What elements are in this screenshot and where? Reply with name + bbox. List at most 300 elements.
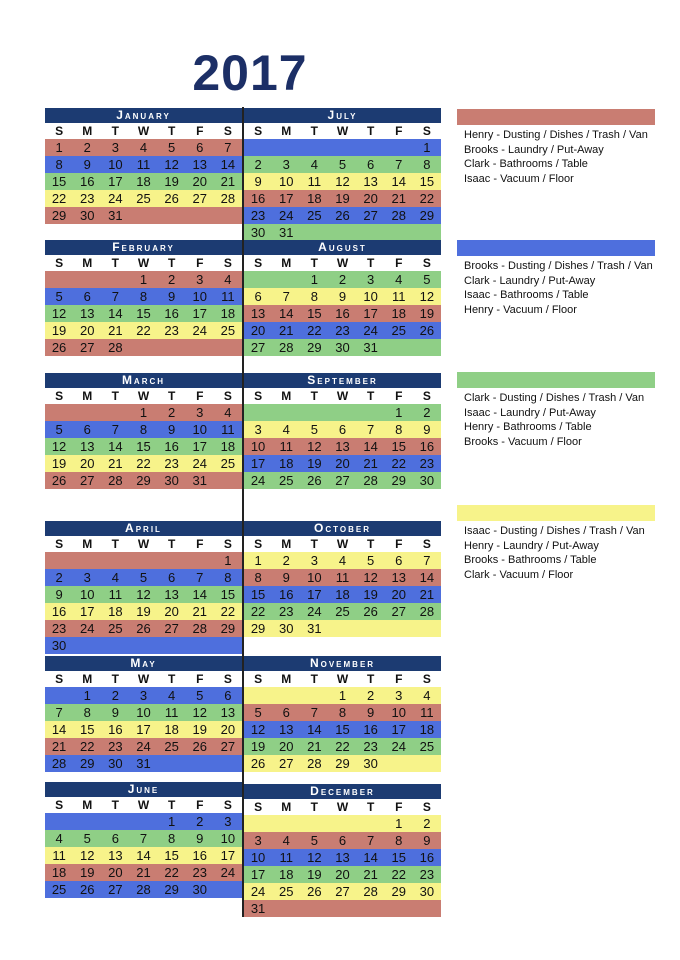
day-cell: 8: [338, 705, 347, 720]
day-cell: 24: [363, 323, 378, 338]
week-row: [244, 620, 441, 637]
day-cell: 8: [139, 422, 148, 437]
day-cell: 23: [419, 867, 435, 882]
day-cell: [357, 139, 385, 156]
day-cell: 26: [51, 340, 67, 355]
weekday-label: M: [82, 537, 93, 551]
day-cell: [413, 224, 441, 241]
day-cell: 7: [282, 289, 290, 304]
day-cell: 2: [196, 814, 204, 829]
day-cell: [328, 139, 356, 156]
day-cell: 7: [367, 833, 375, 848]
day-cell: 1: [310, 272, 318, 287]
week-row: [244, 455, 441, 472]
day-cell: 20: [391, 587, 406, 602]
day-cell: [186, 339, 214, 356]
day-cell: 30: [164, 473, 179, 488]
weekday-label: T: [111, 256, 120, 270]
day-cell: 12: [363, 570, 378, 585]
day-cell: 29: [250, 621, 266, 636]
day-cell: [272, 404, 300, 421]
day-cell: 24: [278, 208, 294, 223]
day-cell: [328, 900, 356, 917]
weekday-label: S: [55, 672, 64, 686]
day-cell: 19: [419, 306, 435, 321]
day-cell: 31: [108, 208, 123, 223]
weekday-header: [45, 797, 242, 813]
day-cell: [328, 815, 356, 832]
day-cell: 23: [419, 456, 435, 471]
day-cell: 26: [307, 884, 322, 899]
week-row: [45, 704, 242, 721]
day-cell: 6: [83, 422, 91, 437]
day-cell: 19: [79, 865, 95, 880]
day-cell: 25: [278, 473, 294, 488]
day-cell: 10: [136, 705, 151, 720]
day-cell: 24: [192, 323, 207, 338]
weekday-label: S: [422, 672, 431, 686]
day-cell: [158, 755, 186, 772]
day-cell: 13: [335, 850, 350, 865]
day-cell: 3: [367, 272, 375, 287]
day-cell: 13: [108, 848, 123, 863]
day-cell: 10: [108, 157, 123, 172]
legend-group-yellow: [457, 505, 655, 582]
day-cell: 8: [254, 570, 262, 585]
day-cell: 18: [278, 456, 294, 471]
chore-assignment: Brooks - Vacuum / Floor: [464, 435, 582, 448]
day-cell: 23: [250, 208, 266, 223]
day-cell: 29: [51, 208, 67, 223]
week-row: [45, 455, 242, 472]
day-cell: 25: [391, 323, 406, 338]
day-cell: 5: [310, 833, 318, 848]
day-cell: 14: [278, 306, 294, 321]
day-cell: 28: [307, 756, 322, 771]
day-cell: 6: [282, 705, 290, 720]
day-cell: 17: [108, 174, 123, 189]
day-cell: 8: [395, 833, 403, 848]
week-row: [244, 339, 441, 356]
day-cell: 13: [391, 570, 406, 585]
day-cell: 7: [111, 422, 119, 437]
day-cell: 14: [192, 587, 207, 602]
day-cell: 27: [391, 604, 406, 619]
day-cell: 29: [220, 621, 236, 636]
day-cell: [300, 687, 328, 704]
week-row: [45, 637, 242, 654]
day-cell: 23: [51, 621, 67, 636]
day-cell: [129, 207, 157, 224]
day-cell: 28: [363, 884, 378, 899]
day-cell: 9: [423, 422, 431, 437]
day-cell: 9: [423, 833, 431, 848]
weekday-label: T: [366, 800, 375, 814]
week-row: [45, 721, 242, 738]
day-cell: 27: [164, 621, 179, 636]
day-cell: [186, 552, 214, 569]
day-cell: [129, 339, 157, 356]
day-cell: 27: [335, 473, 350, 488]
day-cell: [244, 271, 272, 288]
week-row: [244, 832, 441, 849]
day-cell: 6: [367, 157, 375, 172]
day-cell: 15: [335, 722, 350, 737]
week-row: [244, 438, 441, 455]
day-cell: 4: [139, 140, 148, 155]
chore-assignment: Isaac - Dusting / Dishes / Trash / Van: [464, 525, 645, 537]
day-cell: 15: [250, 587, 266, 602]
day-cell: [214, 207, 242, 224]
chore-assignment: Brooks - Bathrooms / Table: [464, 554, 597, 567]
day-cell: 4: [310, 157, 318, 172]
day-cell: 6: [224, 688, 232, 703]
day-cell: 30: [419, 473, 435, 488]
day-cell: 25: [307, 208, 322, 223]
month-name: March: [45, 373, 242, 388]
day-cell: 17: [250, 867, 266, 882]
day-cell: 25: [220, 456, 236, 471]
weekday-label: T: [310, 389, 319, 403]
day-cell: 15: [136, 439, 151, 454]
day-cell: 7: [224, 140, 232, 155]
day-cell: 18: [335, 587, 350, 602]
day-cell: 19: [164, 174, 179, 189]
day-cell: [45, 687, 73, 704]
day-cell: 17: [192, 306, 207, 321]
weekday-label: W: [336, 256, 349, 270]
day-cell: 29: [335, 756, 350, 771]
day-cell: [385, 339, 413, 356]
day-cell: [158, 339, 186, 356]
weekday-label: W: [137, 798, 150, 812]
day-cell: 19: [363, 587, 378, 602]
month-name: November: [244, 656, 441, 671]
day-cell: [129, 637, 157, 654]
day-cell: 31: [250, 901, 266, 916]
day-cell: 20: [79, 456, 95, 471]
day-cell: 13: [250, 306, 266, 321]
weekday-label: T: [167, 672, 176, 686]
chore-assignment: Henry - Bathrooms / Table: [464, 421, 592, 434]
day-cell: [328, 224, 356, 241]
weekday-label: T: [310, 256, 319, 270]
week-row: [45, 156, 242, 173]
day-cell: [272, 815, 300, 832]
weekday-label: M: [82, 256, 93, 270]
day-cell: 27: [335, 884, 350, 899]
day-cell: 26: [250, 756, 266, 771]
day-cell: 28: [363, 473, 378, 488]
day-cell: [272, 900, 300, 917]
day-cell: 11: [164, 705, 179, 720]
chore-assignment: Isaac - Vacuum / Floor: [464, 172, 574, 185]
week-row: [45, 438, 242, 455]
weekday-label: M: [82, 389, 93, 403]
day-cell: 17: [278, 191, 294, 206]
day-cell: [357, 620, 385, 637]
chore-assignment: Henry - Vacuum / Floor: [464, 303, 577, 316]
day-cell: 11: [52, 848, 66, 863]
day-cell: 20: [220, 722, 236, 737]
day-cell: 30: [51, 638, 67, 653]
week-row: [244, 738, 441, 755]
day-cell: [357, 900, 385, 917]
weekday-label: M: [281, 124, 292, 138]
month-august: [244, 240, 441, 356]
day-cell: 21: [307, 739, 322, 754]
day-cell: 14: [391, 174, 406, 189]
day-cell: 9: [282, 570, 290, 585]
weekday-label: W: [336, 537, 349, 551]
day-cell: 13: [335, 439, 350, 454]
day-cell: 5: [310, 422, 318, 437]
day-cell: 28: [108, 473, 123, 488]
week-row: [244, 190, 441, 207]
day-cell: 24: [391, 739, 406, 754]
weekday-label: W: [336, 800, 349, 814]
weekday-label: S: [223, 537, 232, 551]
day-cell: 27: [79, 473, 95, 488]
day-cell: [244, 815, 272, 832]
day-cell: 16: [192, 848, 207, 863]
day-cell: 22: [164, 865, 179, 880]
day-cell: 15: [79, 722, 95, 737]
day-cell: 28: [108, 340, 123, 355]
day-cell: 24: [307, 604, 322, 619]
weekday-label: S: [422, 800, 431, 814]
day-cell: 16: [419, 439, 435, 454]
weekday-label: M: [281, 800, 292, 814]
weekday-label: M: [82, 798, 93, 812]
day-cell: 14: [51, 722, 67, 737]
day-cell: 4: [111, 570, 119, 585]
week-row: [244, 569, 441, 586]
weekday-header: [244, 388, 441, 404]
day-cell: 22: [136, 456, 151, 471]
week-row: [45, 139, 242, 156]
day-cell: 8: [224, 570, 232, 585]
legend-color-bar: [457, 372, 655, 388]
weekday-label: S: [254, 537, 263, 551]
weekday-label: M: [281, 256, 292, 270]
day-cell: 5: [83, 831, 91, 846]
week-row: [244, 603, 441, 620]
weekday-header: [45, 388, 242, 404]
day-cell: [214, 881, 242, 898]
day-cell: 3: [139, 688, 148, 703]
weekday-label: T: [366, 672, 375, 686]
day-cell: [101, 552, 129, 569]
day-cell: 5: [196, 688, 204, 703]
day-cell: 17: [363, 306, 378, 321]
day-cell: [244, 687, 272, 704]
day-cell: 6: [111, 831, 119, 846]
day-cell: 28: [391, 208, 406, 223]
day-cell: 20: [192, 174, 207, 189]
day-cell: 20: [164, 604, 179, 619]
chore-assignment: Isaac - Bathrooms / Table: [464, 289, 589, 302]
day-cell: [272, 139, 300, 156]
weekday-label: T: [111, 124, 120, 138]
day-cell: 6: [338, 833, 347, 848]
day-cell: [272, 687, 300, 704]
day-cell: 13: [164, 587, 179, 602]
day-cell: 17: [307, 587, 322, 602]
day-cell: [385, 224, 413, 241]
day-cell: 22: [391, 867, 406, 882]
weekday-label: F: [196, 537, 204, 551]
day-cell: 2: [111, 688, 119, 703]
day-cell: 21: [363, 867, 378, 882]
day-cell: 16: [108, 722, 123, 737]
weekday-label: M: [281, 389, 292, 403]
day-cell: 20: [108, 865, 123, 880]
day-cell: 14: [363, 439, 378, 454]
day-cell: 20: [79, 323, 95, 338]
day-cell: 22: [79, 739, 95, 754]
day-cell: 13: [79, 439, 95, 454]
day-cell: 4: [423, 688, 431, 703]
day-cell: 15: [220, 587, 236, 602]
day-cell: [158, 552, 186, 569]
legend-color-bar: [457, 505, 655, 521]
day-cell: 4: [224, 405, 232, 420]
day-cell: 24: [250, 884, 266, 899]
month-name: June: [45, 782, 242, 797]
month-october: [244, 521, 441, 637]
day-cell: 15: [164, 848, 179, 863]
day-cell: 2: [168, 405, 176, 420]
day-cell: 7: [310, 705, 318, 720]
weekday-label: W: [137, 672, 150, 686]
day-cell: 23: [335, 323, 350, 338]
weekday-label: S: [422, 124, 431, 138]
day-cell: 30: [335, 340, 350, 355]
chore-assignment: Isaac - Laundry / Put-Away: [464, 406, 596, 419]
week-row: [45, 603, 242, 620]
day-cell: 11: [279, 439, 293, 454]
day-cell: 21: [136, 865, 151, 880]
day-cell: 21: [108, 456, 123, 471]
day-cell: 15: [391, 850, 406, 865]
day-cell: 16: [363, 722, 378, 737]
weekday-label: T: [310, 800, 319, 814]
day-cell: 18: [136, 174, 151, 189]
day-cell: 15: [136, 306, 151, 321]
weekday-label: F: [196, 124, 204, 138]
day-cell: 26: [136, 621, 151, 636]
day-cell: 27: [363, 208, 378, 223]
month-july: [244, 108, 441, 241]
day-cell: 20: [335, 456, 350, 471]
day-cell: 10: [192, 422, 207, 437]
day-cell: 14: [220, 157, 236, 172]
day-cell: 7: [196, 570, 204, 585]
week-row: [244, 755, 441, 772]
day-cell: 17: [136, 722, 151, 737]
month-september: [244, 373, 441, 489]
day-cell: 1: [338, 688, 347, 703]
day-cell: 20: [363, 191, 378, 206]
day-cell: 17: [391, 722, 406, 737]
day-cell: [45, 271, 73, 288]
day-cell: 8: [55, 157, 63, 172]
day-cell: [158, 637, 186, 654]
weekday-label: T: [111, 389, 120, 403]
day-cell: 11: [307, 174, 322, 189]
day-cell: [101, 404, 129, 421]
month-june: [45, 782, 242, 898]
day-cell: 2: [282, 553, 290, 568]
weekday-label: F: [395, 389, 403, 403]
day-cell: 3: [83, 570, 91, 585]
weekday-label: S: [254, 672, 263, 686]
weekday-label: T: [366, 537, 375, 551]
day-cell: 2: [423, 405, 431, 420]
day-cell: 12: [419, 289, 435, 304]
weekday-header: [45, 671, 242, 687]
day-cell: 26: [335, 208, 350, 223]
chore-assignment: Clark - Laundry / Put-Away: [464, 274, 596, 287]
month-name: April: [45, 521, 242, 536]
day-cell: [385, 139, 413, 156]
weekday-label: F: [395, 800, 403, 814]
day-cell: 4: [395, 272, 403, 287]
week-row: [45, 207, 242, 224]
weekday-label: F: [196, 256, 204, 270]
day-cell: 6: [395, 553, 403, 568]
day-cell: 15: [307, 306, 322, 321]
day-cell: 19: [51, 456, 67, 471]
chore-assignment: Brooks - Dusting / Dishes / Trash / Van: [464, 260, 653, 272]
day-cell: 18: [419, 722, 435, 737]
chore-assignment: Henry - Laundry / Put-Away: [464, 539, 599, 552]
day-cell: 22: [307, 323, 322, 338]
weekday-label: T: [167, 537, 176, 551]
day-cell: 30: [250, 225, 266, 240]
day-cell: [129, 813, 157, 830]
day-cell: [129, 552, 157, 569]
day-cell: 20: [278, 739, 294, 754]
day-cell: 30: [278, 621, 294, 636]
day-cell: 4: [224, 272, 232, 287]
weekday-label: S: [422, 537, 431, 551]
week-row: [244, 687, 441, 704]
week-row: [45, 472, 242, 489]
weekday-label: S: [223, 672, 232, 686]
weekday-label: S: [55, 798, 64, 812]
day-cell: 9: [196, 831, 204, 846]
day-cell: 29: [307, 340, 322, 355]
weekday-label: W: [336, 124, 349, 138]
day-cell: 11: [420, 705, 434, 720]
day-cell: 1: [168, 814, 176, 829]
week-row: [244, 586, 441, 603]
week-row: [45, 847, 242, 864]
chore-assignment: Brooks - Laundry / Put-Away: [464, 143, 604, 156]
day-cell: 5: [55, 422, 63, 437]
day-cell: 31: [136, 756, 151, 771]
weekday-header: [45, 255, 242, 271]
week-row: [45, 173, 242, 190]
day-cell: [101, 813, 129, 830]
day-cell: 14: [108, 439, 123, 454]
day-cell: 8: [168, 831, 176, 846]
weekday-label: S: [55, 124, 64, 138]
day-cell: 24: [220, 865, 236, 880]
day-cell: 10: [220, 831, 236, 846]
